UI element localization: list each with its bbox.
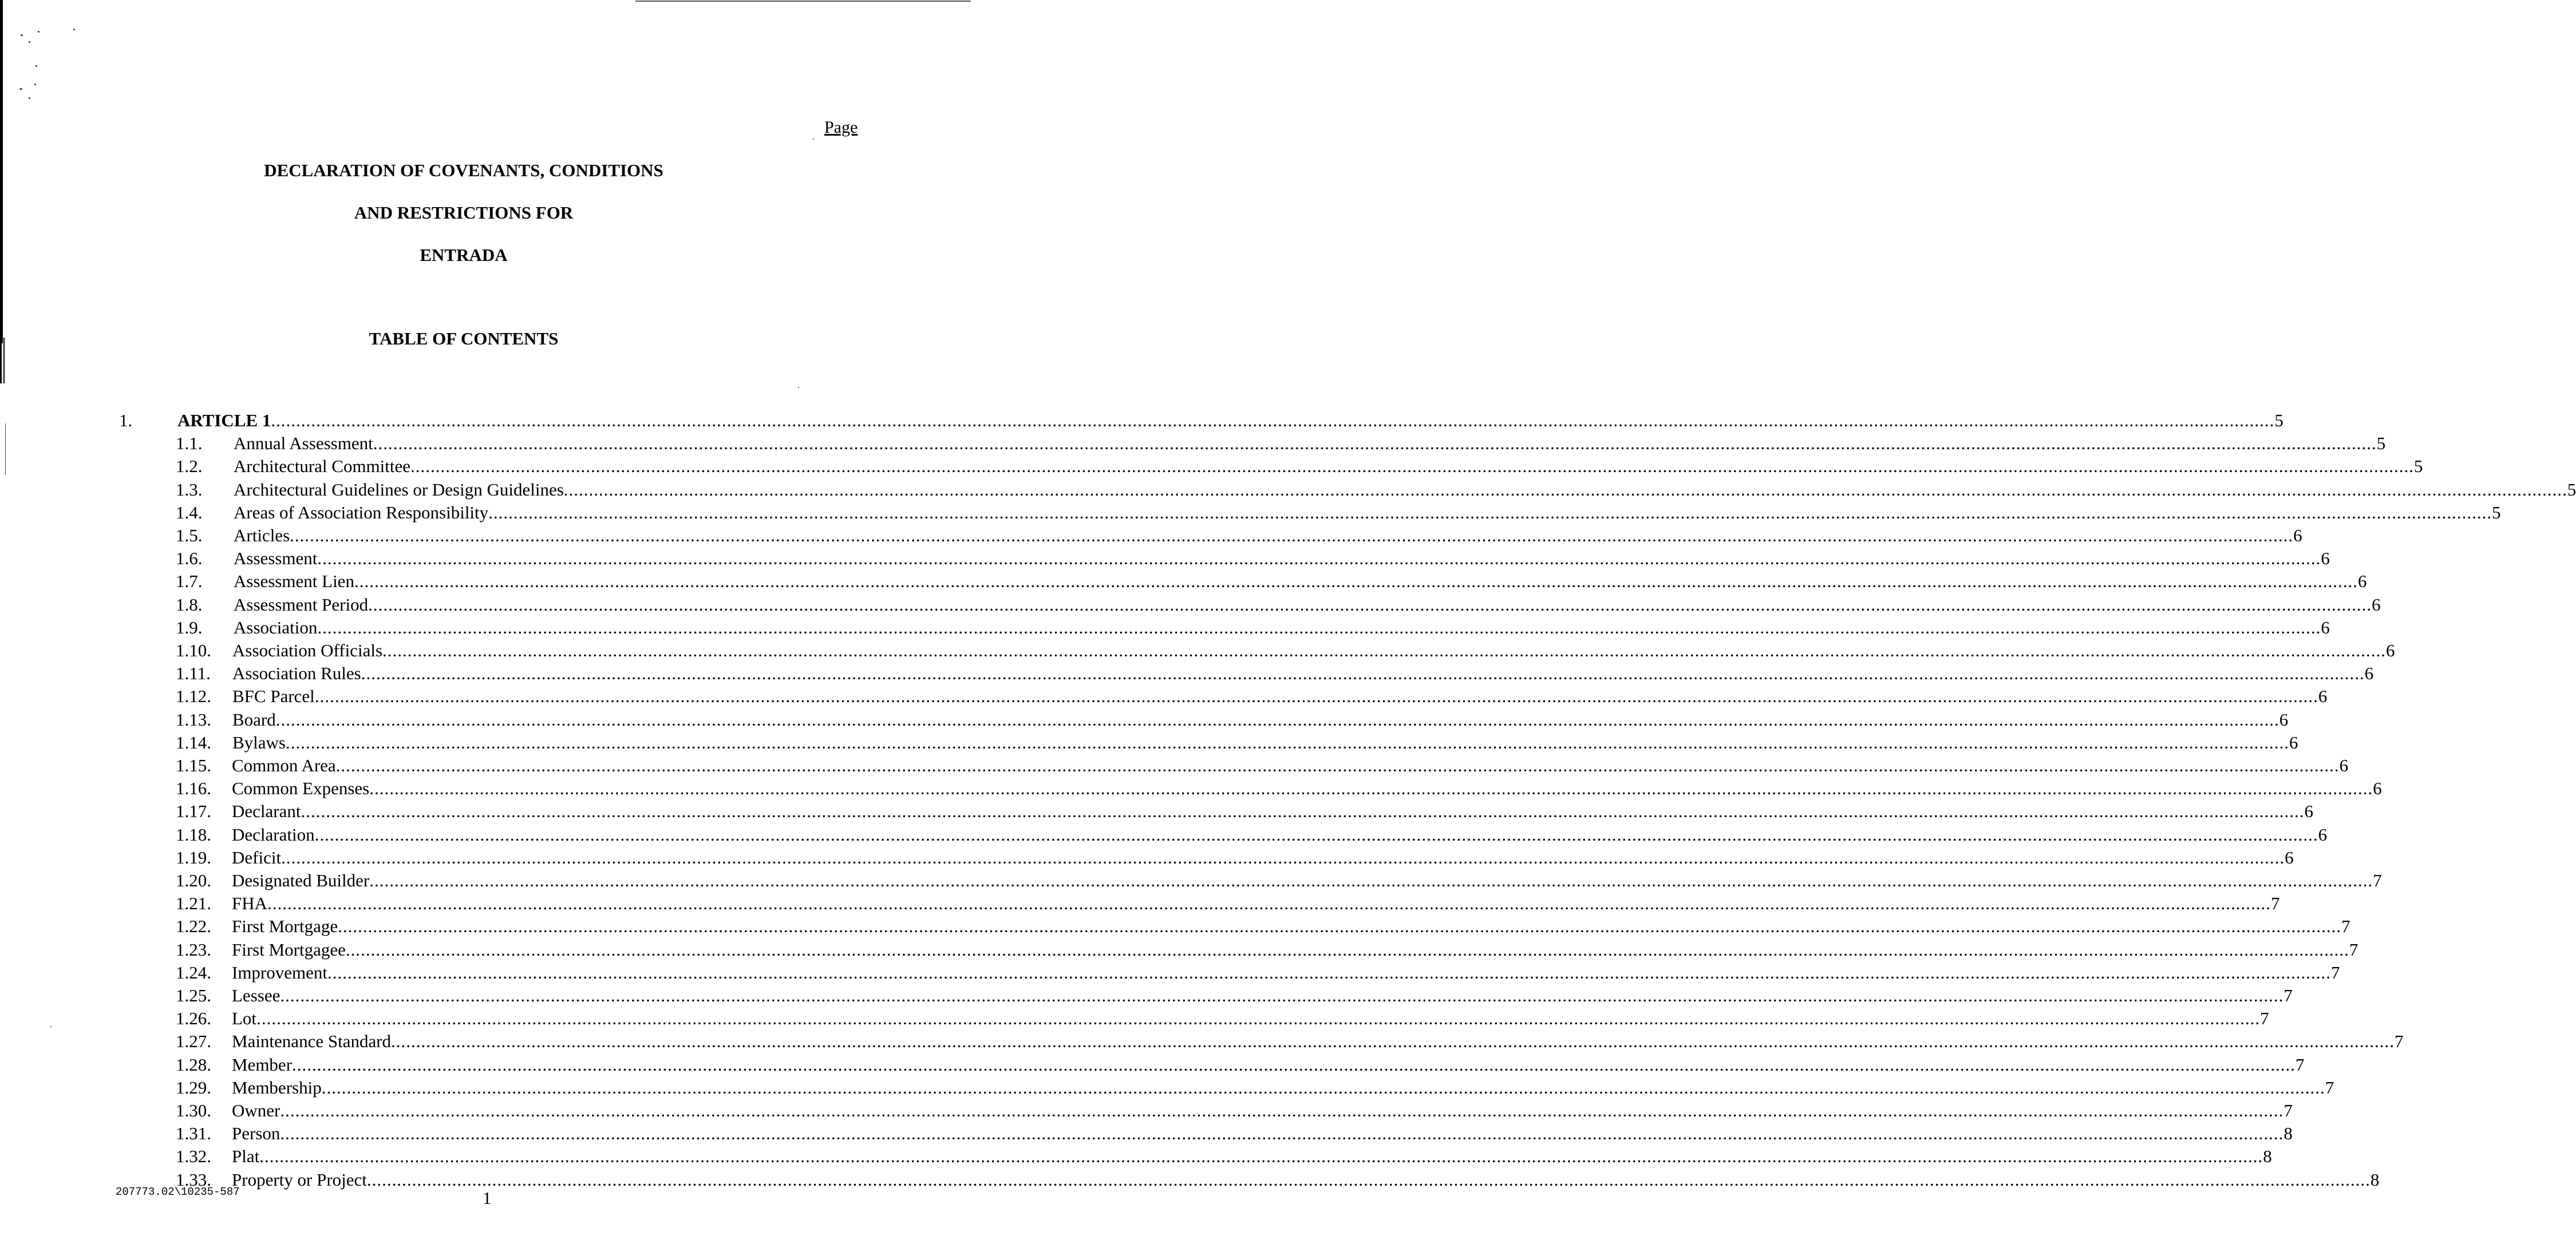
toc-entry-label: Owner <box>232 1100 280 1120</box>
toc-entry-label: Association <box>234 617 318 637</box>
toc-dot-leader: ................................................................................................................................................................................................................................................................................................................................................................................................................ <box>286 732 2289 752</box>
toc-entry-label: Bylaws <box>232 732 286 752</box>
toc-entry-label: BFC Parcel <box>232 686 315 707</box>
toc-entry-leader <box>234 547 2330 570</box>
toc-entry-number: 1.32. <box>176 1146 211 1167</box>
toc-entry-page: 6 <box>2304 801 2313 822</box>
document-title-line-2: AND RESTRICTIONS FOR <box>354 203 574 223</box>
scan-speck <box>38 31 39 33</box>
toc-entry-page: 8 <box>2283 1123 2293 1144</box>
toc-entry-number: 1.25. <box>176 985 211 1005</box>
toc-dot-leader: ................................................................................................................................................................................................................................................................................................................................................................................................................ <box>301 801 2305 822</box>
toc-entry-number: 1.15. <box>176 755 211 775</box>
toc-entry-leader <box>234 570 2367 593</box>
toc-entry-page: 6 <box>2339 755 2349 775</box>
toc-dot-leader: ................................................................................................................................................................................................................................................................................................................................................................................................................ <box>391 1031 2395 1052</box>
toc-entry-number: 1.13. <box>176 709 211 730</box>
toc-entry-label: Membership <box>232 1077 322 1098</box>
toc-entry-number: 1.30. <box>176 1100 211 1120</box>
toc-entry-number: 1.26. <box>176 1008 211 1029</box>
footer-document-id: 207773.02\10235-587 <box>116 1186 240 1198</box>
toc-entry-row <box>0 639 2395 662</box>
toc-entry-page: 6 <box>2318 686 2328 707</box>
toc-entry-page: 6 <box>2289 732 2298 752</box>
toc-entry-label: Common Expenses <box>232 778 370 799</box>
toc-entry-label: Annual Assessment <box>234 433 373 454</box>
toc-entry-leader <box>234 432 2386 455</box>
toc-entry-leader <box>234 524 2302 547</box>
toc-entry-page: 5 <box>2492 502 2501 522</box>
toc-entry-page: 7 <box>2373 870 2382 890</box>
toc-entry-number: 1.31. <box>176 1123 211 1144</box>
toc-dot-leader: ................................................................................................................................................................................................................................................................................................................................................................................................................ <box>259 1146 2263 1167</box>
toc-entry-row <box>0 1030 2404 1053</box>
toc-entry-number: 1.21. <box>176 893 211 914</box>
toc-entry-leader <box>234 593 2381 616</box>
toc-entry-page: 6 <box>2372 594 2381 615</box>
toc-entry-number: 1.10. <box>176 640 211 660</box>
toc-entry-leader <box>232 639 2395 662</box>
toc-entry-page: 7 <box>2349 939 2358 960</box>
toc-entry-leader <box>232 685 2328 708</box>
toc-entry-leader <box>234 455 2423 478</box>
toc-entry-leader <box>232 846 2294 869</box>
toc-entry-page: 5 <box>2414 456 2423 477</box>
toc-entry-leader <box>232 777 2382 800</box>
toc-entry-number: 1.24. <box>176 962 211 983</box>
toc-entry-page: 6 <box>2321 548 2330 569</box>
toc-entry-row <box>0 1053 2305 1076</box>
toc-dot-leader: ................................................................................................................................................................................................................................................................................................................................................................................................................ <box>281 847 2285 867</box>
toc-entry-page: 8 <box>2263 1146 2272 1167</box>
toc-dot-leader: ................................................................................................................................................................................................................................................................................................................................................................................................................ <box>366 1169 2370 1190</box>
toc-entry-row <box>0 1076 2334 1099</box>
toc-entry-number: 1.22. <box>176 916 211 937</box>
scan-speck <box>29 97 30 99</box>
toc-entry-number: 1.29. <box>176 1077 211 1098</box>
toc-entry-page: 7 <box>2271 893 2280 914</box>
toc-entry-leader <box>232 1168 2380 1191</box>
toc-entry-label: First Mortgagee <box>232 939 346 960</box>
toc-entry-leader <box>232 731 2298 754</box>
toc-entry-leader <box>234 616 2330 639</box>
toc-entry-label: Lot <box>232 1008 257 1029</box>
toc-dot-leader: ................................................................................................................................................................................................................................................................................................................................................................................................................ <box>280 985 2284 1005</box>
toc-entry-leader <box>232 1145 2272 1168</box>
toc-entry-row <box>0 616 2330 639</box>
toc-entry-number: 1.28. <box>176 1054 211 1075</box>
toc-entry-row <box>0 846 2294 869</box>
document-title-line-1: DECLARATION OF COVENANTS, CONDITIONS <box>264 160 663 180</box>
toc-article-row <box>0 409 2283 432</box>
toc-entry-number: 1. <box>119 410 133 430</box>
toc-entry-label: First Mortgage <box>232 916 338 937</box>
toc-entry-number: 1.17. <box>176 801 211 822</box>
toc-entry-label: Assessment Period <box>234 594 369 615</box>
toc-dot-leader: ................................................................................................................................................................................................................................................................................................................................................................................................................ <box>267 893 2271 914</box>
toc-entry-page: 6 <box>2386 640 2395 660</box>
scan-speck <box>798 387 799 388</box>
toc-entry-label: Designated Builder <box>232 870 370 890</box>
toc-dot-leader: ................................................................................................................................................................................................................................................................................................................................................................................................................ <box>314 686 2318 707</box>
scan-speck <box>73 29 75 30</box>
toc-entry-label: Lessee <box>232 985 280 1005</box>
toc-entry-label: ARTICLE 1 <box>177 410 271 430</box>
toc-entry-label: Property or Project <box>232 1169 367 1190</box>
toc-entry-page: 6 <box>2357 571 2367 592</box>
toc-entry-label: Plat <box>232 1146 260 1167</box>
toc-entry-label: Declaration <box>232 824 315 845</box>
toc-entry-row <box>0 777 2382 800</box>
toc-entry-label: Common Area <box>232 755 336 775</box>
toc-entry-row <box>0 915 2350 938</box>
toc-entry-number: 1.1. <box>176 433 203 454</box>
toc-dot-leader: ................................................................................................................................................................................................................................................................................................................................................................................................................ <box>410 456 2415 477</box>
toc-dot-leader: ................................................................................................................................................................................................................................................................................................................................................................................................................ <box>292 1054 2296 1075</box>
toc-entry-number: 1.18. <box>176 824 211 845</box>
toc-entry-row <box>0 1099 2293 1122</box>
scan-speck <box>35 65 37 67</box>
toc-dot-leader: ................................................................................................................................................................................................................................................................................................................................................................................................................ <box>327 962 2332 983</box>
toc-entry-page: 7 <box>2283 985 2293 1005</box>
toc-entry-label: Deficit <box>232 847 282 867</box>
toc-dot-leader: ................................................................................................................................................................................................................................................................................................................................................................................................................ <box>271 410 2275 430</box>
toc-entry-row <box>0 662 2374 685</box>
toc-entry-number: 1.11. <box>176 663 211 684</box>
toc-entry-number: 1.3. <box>176 479 203 500</box>
toc-entry-number: 1.14. <box>176 732 211 752</box>
toc-dot-leader: ................................................................................................................................................................................................................................................................................................................................................................................................................ <box>275 709 2279 730</box>
toc-entry-label: Association Rules <box>232 663 361 684</box>
toc-entry-row <box>0 708 2289 731</box>
toc-dot-leader: ................................................................................................................................................................................................................................................................................................................................................................................................................ <box>321 1077 2325 1098</box>
toc-entry-page: 6 <box>2285 847 2294 867</box>
toc-entry-row <box>0 685 2328 708</box>
toc-entry-row <box>0 1145 2272 1168</box>
toc-entry-leader <box>234 478 2576 501</box>
toc-entry-number: 1.2. <box>176 456 203 477</box>
toc-entry-label: Maintenance Standard <box>232 1031 392 1052</box>
page-column-label: Page <box>824 118 858 137</box>
toc-entry-page: 6 <box>2364 663 2374 684</box>
toc-entry-row <box>0 478 2576 501</box>
toc-dot-leader: ................................................................................................................................................................................................................................................................................................................................................................................................................ <box>317 548 2321 569</box>
toc-entry-number: 1.12. <box>176 686 211 707</box>
toc-entry-leader <box>232 892 2280 915</box>
toc-entry-label: Assessment Lien <box>234 571 354 592</box>
toc-entry-label: Assessment <box>234 548 318 569</box>
toc-entry-page: 6 <box>2293 525 2302 545</box>
toc-entry-leader <box>232 938 2358 961</box>
toc-entry-leader <box>232 708 2289 731</box>
toc-entry-leader <box>232 1099 2293 1122</box>
footer-page-number: 1 <box>483 1188 492 1208</box>
toc-dot-leader: ................................................................................................................................................................................................................................................................................................................................................................................................................ <box>256 1008 2261 1029</box>
toc-entry-label: Articles <box>234 525 290 545</box>
toc-entry-number: 1.27. <box>176 1031 211 1052</box>
toc-entry-leader <box>232 823 2328 846</box>
toc-entry-number: 1.6. <box>176 548 203 569</box>
toc-dot-leader: ................................................................................................................................................................................................................................................................................................................................................................................................................ <box>290 525 2294 545</box>
document-title-line-3: ENTRADA <box>420 245 508 265</box>
toc-entry-row <box>0 1007 2269 1030</box>
toc-entry-number: 1.4. <box>176 502 203 522</box>
toc-entry-leader <box>232 915 2350 938</box>
scan-speck <box>34 84 36 85</box>
toc-entry-page: 6 <box>2318 824 2328 845</box>
toc-dot-leader: ................................................................................................................................................................................................................................................................................................................................................................................................................ <box>314 824 2318 845</box>
toc-entry-page: 5 <box>2376 433 2386 454</box>
scan-speck <box>813 138 814 140</box>
toc-entry-row <box>0 892 2280 915</box>
toc-entry-row <box>0 455 2423 478</box>
toc-entry-page: 7 <box>2341 916 2350 937</box>
scan-speck <box>29 41 30 43</box>
toc-dot-leader: ................................................................................................................................................................................................................................................................................................................................................................................................................ <box>488 502 2492 522</box>
toc-entry-number: 1.33. <box>176 1169 211 1190</box>
toc-entry-leader <box>232 984 2293 1007</box>
toc-entry-row <box>0 547 2330 570</box>
toc-entry-row <box>0 961 2340 984</box>
toc-entry-page: 8 <box>2370 1169 2380 1190</box>
toc-entry-number: 1.19. <box>176 847 211 867</box>
scan-speck <box>21 34 23 36</box>
toc-entry-label: Architectural Committee <box>234 456 411 477</box>
toc-entry-leader <box>232 1076 2334 1099</box>
toc-dot-leader: ................................................................................................................................................................................................................................................................................................................................................................................................................ <box>369 870 2373 890</box>
toc-entry-label: FHA <box>232 893 268 914</box>
toc-entry-leader <box>232 1122 2293 1145</box>
toc-entry-row <box>0 731 2298 754</box>
toc-dot-leader: ................................................................................................................................................................................................................................................................................................................................................................................................................ <box>335 755 2340 775</box>
toc-dot-leader: ................................................................................................................................................................................................................................................................................................................................................................................................................ <box>369 778 2373 799</box>
toc-entry-leader <box>232 754 2349 777</box>
toc-dot-leader: ................................................................................................................................................................................................................................................................................................................................................................................................................ <box>354 571 2358 592</box>
toc-entry-row <box>0 501 2501 524</box>
toc-entry-label: Architectural Guidelines or Design Guidelines <box>234 479 564 500</box>
toc-entry-leader <box>232 800 2313 823</box>
toc-heading: TABLE OF CONTENTS <box>369 328 559 348</box>
toc-entry-leader <box>232 662 2374 685</box>
toc-dot-leader: ................................................................................................................................................................................................................................................................................................................................................................................................................ <box>345 939 2349 960</box>
toc-dot-leader: ................................................................................................................................................................................................................................................................................................................................................................................................................ <box>361 663 2365 684</box>
toc-dot-leader: ................................................................................................................................................................................................................................................................................................................................................................................................................ <box>280 1100 2284 1120</box>
toc-entry-number: 1.5. <box>176 525 203 545</box>
toc-entry-leader <box>232 1030 2404 1053</box>
toc-entry-leader <box>232 1007 2269 1030</box>
toc-entry-number: 1.9. <box>176 617 203 637</box>
toc-entry-row <box>0 570 2367 593</box>
toc-dot-leader: ................................................................................................................................................................................................................................................................................................................................................................................................................ <box>338 916 2342 937</box>
toc-entry-row <box>0 1122 2293 1145</box>
toc-entry-row <box>0 823 2328 846</box>
toc-dot-leader: ................................................................................................................................................................................................................................................................................................................................................................................................................ <box>280 1123 2284 1144</box>
toc-entry-number: 1.20. <box>176 870 211 890</box>
toc-entry-number: 1.7. <box>176 571 203 592</box>
scan-artifact-top-line <box>635 1 971 2</box>
toc-dot-leader: ................................................................................................................................................................................................................................................................................................................................................................................................................ <box>368 594 2372 615</box>
toc-entry-label: Areas of Association Responsibility <box>234 502 489 522</box>
toc-entry-page: 7 <box>2395 1031 2404 1052</box>
toc-dot-leader: ................................................................................................................................................................................................................................................................................................................................................................................................................ <box>317 617 2321 637</box>
toc-entry-label: Association Officials <box>232 640 383 660</box>
toc-entry-page: 6 <box>2373 778 2382 799</box>
toc-entry-leader <box>232 869 2382 892</box>
toc-entry-page: 7 <box>2283 1100 2293 1120</box>
toc-entry-leader <box>234 501 2501 524</box>
toc-entry-page: 7 <box>2296 1054 2305 1075</box>
toc-entry-number: 1.8. <box>176 594 203 615</box>
toc-entry-leader <box>232 961 2340 984</box>
toc-dot-leader: ................................................................................................................................................................................................................................................................................................................................................................................................................ <box>373 433 2377 454</box>
toc-entry-label: Board <box>232 709 276 730</box>
toc-entry-row <box>0 593 2381 616</box>
toc-entry-leader <box>232 1053 2305 1076</box>
toc-entry-number: 1.16. <box>176 778 211 799</box>
toc-entry-label: Declarant <box>232 801 301 822</box>
toc-entry-page: 7 <box>2260 1008 2269 1029</box>
toc-entry-row <box>0 938 2358 961</box>
toc-entry-page: 7 <box>2331 962 2340 983</box>
toc-entry-row <box>0 432 2386 455</box>
toc-entry-page: 6 <box>2279 709 2289 730</box>
toc-entry-row <box>0 754 2349 777</box>
toc-entry-label: Improvement <box>232 962 328 983</box>
toc-entry-label: Person <box>232 1123 280 1144</box>
toc-dot-leader: ................................................................................................................................................................................................................................................................................................................................................................................................................ <box>382 640 2387 660</box>
toc-entry-label: Member <box>232 1054 293 1075</box>
toc-entry-row <box>0 869 2382 892</box>
toc-entry-row <box>0 800 2313 823</box>
toc-entry-row <box>0 524 2302 547</box>
toc-entry-page: 7 <box>2325 1077 2334 1098</box>
toc-entry-row <box>0 984 2293 1007</box>
scan-speck <box>19 88 22 90</box>
toc-entry-number: 1.23. <box>176 939 211 960</box>
toc-entry-leader <box>177 409 2283 432</box>
toc-dot-leader: ................................................................................................................................................................................................................................................................................................................................................................................................................ <box>563 479 2567 500</box>
toc-entry-page: 6 <box>2321 617 2330 637</box>
toc-entry-page: 5 <box>2274 410 2283 430</box>
toc-entry-page: 5 <box>2567 479 2576 500</box>
